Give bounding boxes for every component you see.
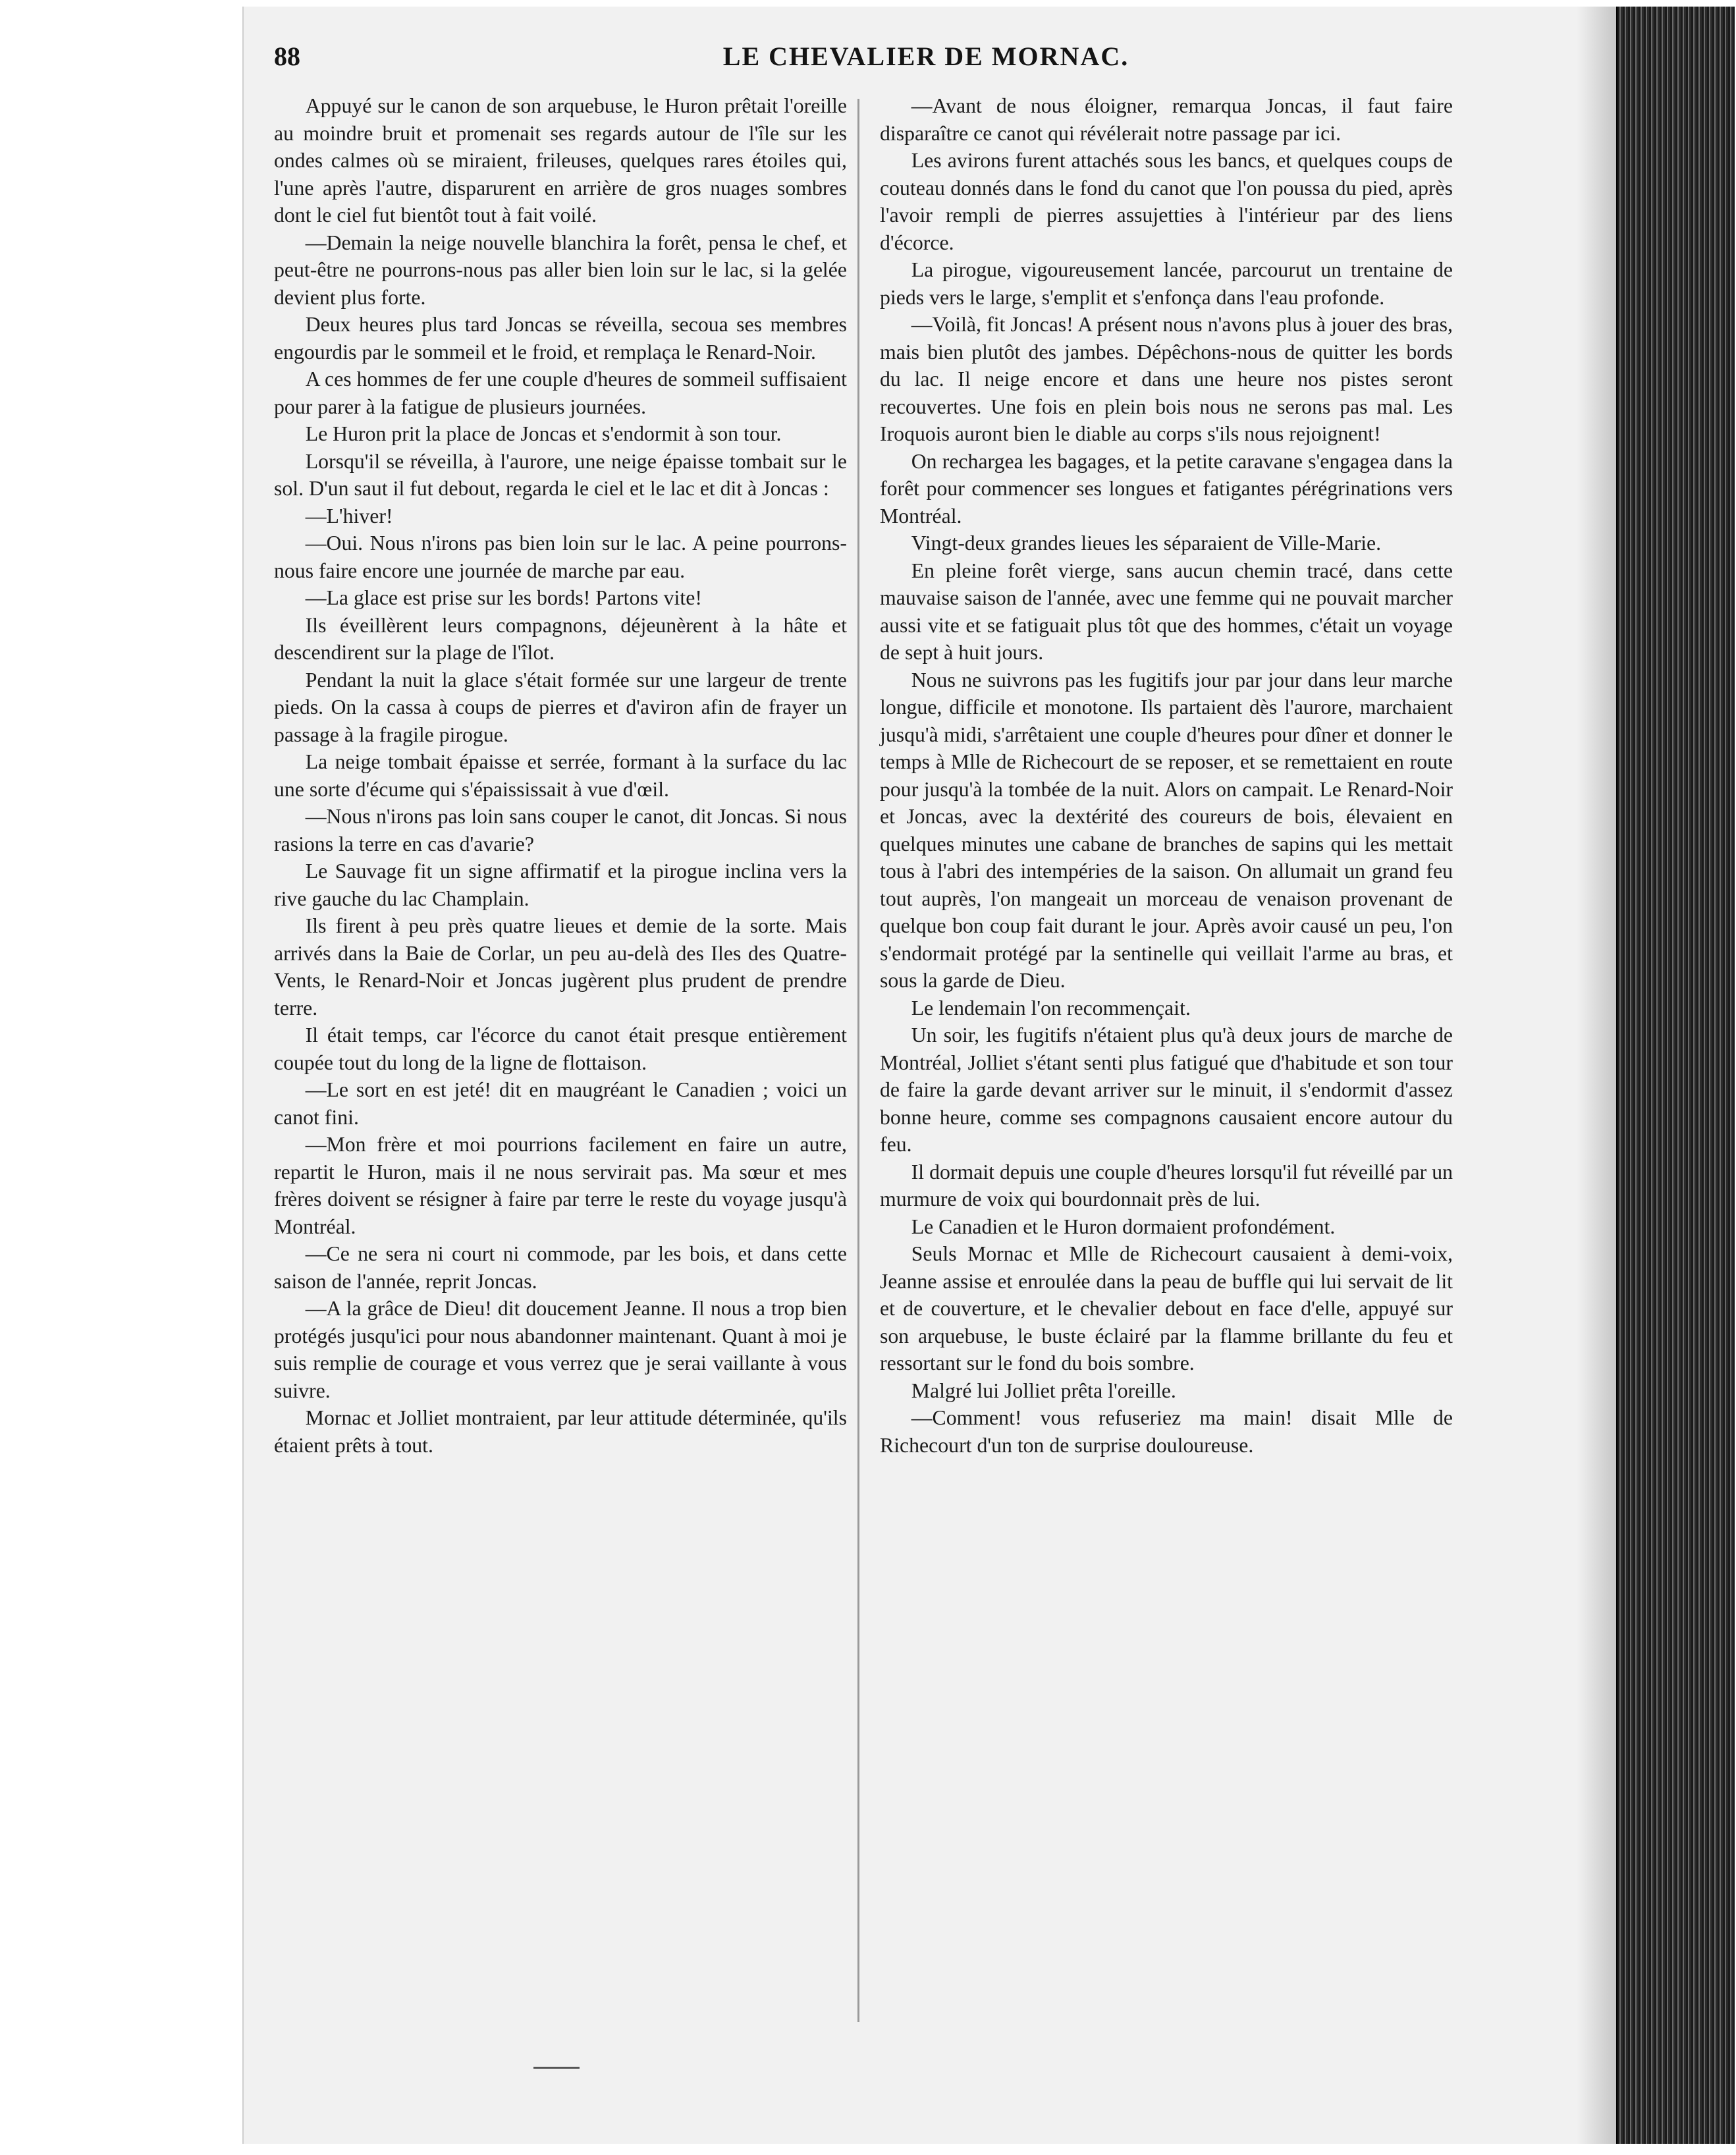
paragraph: Pendant la nuit la glace s'était formée sur une largeur de trente pieds. On la cassa à coups de pierres et d'aviron afin de frayer un passage à la fragile pirogue. (274, 668, 847, 746)
page-number: 88 (274, 41, 300, 71)
paragraph: —Oui. Nous n'irons pas bien loin sur le lac. A peine pourrons-nous faire encore une journée de marche par eau. (274, 532, 847, 582)
paragraph: Il était temps, car l'écorce du canot était presque entièrement coupée tout du long de la ligne de flottaison. (274, 1023, 847, 1074)
paragraph: Ils éveillèrent leurs compagnons, déjeunèrent à la hâte et descendirent sur la plage de l'îlot. (274, 613, 847, 664)
paragraph: —Voilà, fit Joncas! A présent nous n'avons plus à jouer des bras, mais bien plutôt des jambes. Dépêchons-nous de quitter les bords du lac. Il neige encore et dans une heure nos pistes seront recouvertes. Une fois en plein bois nous ne serons pas mal. Les Iroquois auront bien le diable au corps s'ils nous rejoignent! (880, 313, 1453, 445)
paragraph: Deux heures plus tard Joncas se réveilla, secoua ses membres engourdis par le sommeil et le froid, et remplaça le Renard-Noir. (274, 313, 847, 364)
paragraph: —Comment! vous refuseriez ma main! disait Mlle de Richecourt d'un ton de surprise douloureuse. (880, 1406, 1453, 1457)
paragraph: —Mon frère et moi pourrions facilement en faire un autre, repartit le Huron, mais il ne nous servirait pas. Ma sœur et mes frères doivent se résigner à faire par terre le reste du voyage jusqu'à Montréal. (274, 1133, 847, 1238)
paragraph: Les avirons furent attachés sous les bancs, et quelques coups de couteau donnés dans le fond du canot que l'on poussa du pied, après l'avoir rempli de pierres assujetties à l'intérieur par des liens d'écorce. (880, 149, 1453, 254)
paragraph: —Demain la neige nouvelle blanchira la forêt, pensa le chef, et peut-être ne pourrons-nous pas aller bien loin sur le lac, si la gelée devient plus forte. (274, 231, 847, 309)
paragraph: Seuls Mornac et Mlle de Richecourt causaient à demi-voix, Jeanne assise et enroulée dans la peau de buffle qui lui servait de lit et de couverture, et le chevalier debout en face d'elle, appuyé sur son arquebuse, le buste éclairé par la flamme brillante du feu et ressortant sur le fond du bois sombre. (880, 1242, 1453, 1375)
paragraph: Lorsqu'il se réveilla, à l'aurore, une neige épaisse tombait sur le sol. D'un saut il fut debout, regarda le ciel et le lac et dit à Joncas : (274, 449, 847, 500)
left-column (274, 92, 847, 1459)
paragraph: Appuyé sur le canon de son arquebuse, le Huron prêtait l'oreille au moindre bruit et promenait ses regards autour de l'île sur les ondes calmes où se miraient, frileuses, quelques rares étoiles qui, l'une après l'autre, disparurent en arrière de gros nuages sombres dont le ciel fut bientôt tout à fait voilé. (274, 94, 847, 227)
paragraph: Il dormait depuis une couple d'heures lorsqu'il fut réveillé par un murmure de voix qui bourdonnait près de lui. (880, 1160, 1453, 1211)
paragraph: —L'hiver! (305, 504, 393, 528)
paragraph: —Ce ne sera ni court ni commode, par les bois, et dans cette saison de l'année, reprit Joncas. (274, 1242, 847, 1293)
paragraph: —Avant de nous éloigner, remarqua Joncas, il faut faire disparaître ce canot qui révélerait notre passage par ici. (880, 94, 1453, 145)
paragraph: —Nous n'irons pas loin sans couper le canot, dit Joncas. Si nous rasions la terre en cas d'avarie? (274, 805, 847, 856)
paragraph: Le Huron prit la place de Joncas et s'endormit à son tour. (305, 422, 782, 445)
paragraph: Mornac et Jolliet montraient, par leur attitude déterminée, qu'ils étaient prêts à tout. (274, 1406, 847, 1457)
paragraph: Ils firent à peu près quatre lieues et demie de la sorte. Mais arrivés dans la Baie de Corlar, un peu au-delà des Iles des Quatre-Vents, le Renard-Noir et Joncas jugèrent plus prudent de prendre terre. (274, 914, 847, 1020)
paragraph: On rechargea les bagages, et la petite caravane s'engagea dans la forêt pour commencer ses longues et fatigantes pérégrinations vers Montréal. (880, 449, 1453, 528)
paragraph: —La glace est prise sur les bords! Partons vite! (305, 586, 702, 609)
paragraph: Vingt-deux grandes lieues les séparaient de Ville-Marie. (911, 532, 1382, 555)
paragraph: Un soir, les fugitifs n'étaient plus qu'à deux jours de marche de Montréal, Jolliet s'étant senti plus fatigué que d'habitude et son tour de faire la garde devant arriver sur le minuit, il s'endormit d'assez bonne heure, comme ses compagnons causaient encore autour du feu. (880, 1023, 1453, 1156)
paragraph: La neige tombait épaisse et serrée, formant à la surface du lac une sorte d'écume qui s'épaississait à vue d'œil. (274, 750, 847, 801)
running-title: LE CHEVALIER DE MORNAC. (722, 41, 1129, 71)
paragraph: Nous ne suivrons pas les fugitifs jour par jour dans leur marche longue, difficile et monotone. Ils partaient dès l'aurore, marchaient jusqu'à midi, s'arrêtaient une couple d'heures pour dîner et donner le temps à Mlle de Richecourt de se reposer, et se remettaient en route pour jusqu'à la tombée de la nuit. Alors on campait. Le Renard-Noir et Joncas, avec la dextérité des coureurs de bois, élevaient en quelques minutes une cabane de branches de sapins qui les mettait tous à l'abri des intempéries de la saison. On allumait un grand feu tout auprès, l'on mangeait un morceau de venaison provenant de quelque bon coup fait durant le jour. Après avoir causé un peu, l'on s'endormait protégé par la sentinelle qui veillait l'arme au bras, et sous la garde de Dieu. (880, 668, 1453, 992)
paragraph: Le Sauvage fit un signe affirmatif et la pirogue inclina vers la rive gauche du lac Champlain. (274, 859, 847, 910)
paragraph: Le lendemain l'on recommençait. (911, 996, 1191, 1020)
paragraph: Malgré lui Jolliet prêta l'oreille. (911, 1378, 1176, 1402)
paragraph: Le Canadien et le Huron dormaient profondément. (911, 1214, 1336, 1238)
book-page-edges (1615, 7, 1735, 2144)
paragraph: En pleine forêt vierge, sans aucun chemin tracé, dans cette mauvaise saison de l'année, avec une femme qui ne pouvait marcher aussi vite et se fatiguait plus tôt que des hommes, c'était un voyage de sept à huit jours. (880, 559, 1453, 664)
right-column (880, 92, 1453, 1459)
book-page (242, 7, 1616, 2144)
paragraph: A ces hommes de fer une couple d'heures de sommeil suffisaient pour parer à la fatigue de plusieurs journées. (274, 368, 847, 418)
page-gutter-shadow (1577, 7, 1616, 2144)
page-header (274, 41, 1578, 80)
paragraph: La pirogue, vigoureusement lancée, parcourut un trentaine de pieds vers le large, s'emplit et s'enfonça dans l'eau profonde. (880, 258, 1453, 309)
footer-rule (533, 2067, 580, 2069)
column-divider (857, 99, 859, 2022)
paragraph: —A la grâce de Dieu! dit doucement Jeanne. Il nous a trop bien protégés jusqu'ici pour nous abandonner maintenant. Quant à moi je suis remplie de courage et vous verrez que je serai vaillante à vous suivre. (274, 1297, 847, 1402)
paragraph: —Le sort en est jeté! dit en maugréant le Canadien ; voici un canot fini. (274, 1078, 847, 1129)
